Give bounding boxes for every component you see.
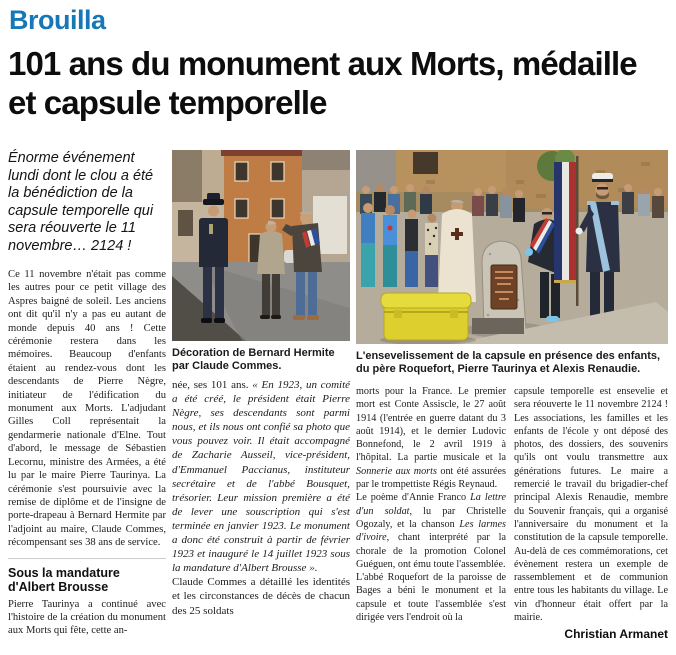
photo2-caption: L'ensevelissement de la capsule en présence des enfants, du père Roquefort, Pierre Taurinya et Alexis Renaudie. [356,350,661,375]
section-kicker: Brouilla [9,5,106,35]
text-segment: ont été assurées par le trompettiste Régis Reynaud. [356,465,506,491]
paragraph-benediction: L'abbé Roquefort de la paroisse de Bages a béni le monument et la capsule et toute l'assemblée s'est dirigée vers l'endroit où la [356,572,506,624]
paragraph-quote [172,378,350,575]
yellow-capsule-case [380,293,476,344]
author-byline: Christian Armanet [564,627,668,642]
photo1-illustration [172,150,350,341]
column-1 [8,150,166,638]
column-2 [172,378,350,618]
paragraph-poeme [356,491,506,571]
text-segment: , lu par Christelle Ogozaly, et la chanson [356,505,506,530]
text-segment-italic: Les larmes d'ivoire [356,518,506,544]
column-3 [356,385,506,624]
text-segment: morts pour la France. Le premier mort est Conte Assiscle, le 27 août 1914 (l'entrée en guerre datant du 3 août 1914), et le dernier Ludovic Bonnefond, le 2 avril 1919 à l'hôpital. La partie musicale et la [356,386,506,464]
text-segment-italic: Sonnerie aux morts [356,465,437,477]
text-segment-italic: La lettre d'un soldat [356,492,506,517]
paragraph-soldats: Claude Commes a détaillé les identités et les circonstances de décès de chacun des 25 soldats [172,576,350,617]
article-headline: 101 ans du monument aux Morts, médaille et capsule temporelle [8,45,637,121]
paragraph-intro: Ce 11 novembre n'était pas comme les autres pour ce petit village des Aspres baigné de soleil. Les anciens ont dit qu'il n'y a pas eu autant de monde depuis 40 ans ! Cette cérémonie restera dans les mémoires. Beaucoup d'enfants étaient au rendez-vous dont les descendants de Pierre Nègre, initiateur de l'édification du monument aux Morts. L'adjudant Gilles Coll représentait la gendarmerie nationale d'Elne. Tout d'abord, le message de Sébastien Lecornu, ministre des Armées, a été lu par le maire Pierre Taurinya. La cérémonie s'est poursuivie avec la remise de diplôme et de l'insigne de porte-drapeau à Bernard Hermite par l'adjoint au maire, Claude Commes, récompensant ses 38 ans de service. [8,269,166,549]
photo2-illustration [356,150,668,344]
section-divider [8,558,166,559]
paragraph-capsule: capsule temporelle est ensevelie et sera réouverte le 11 novembre 2124 ! Les associations, les familles et les enfants de l'école y ont déposé des photos, des dossiers, des souvenirs qu'ils ont voulu transmettre aux générations futures. Le maire a remercié le travail du brigadier-chef principal Alexis Renaudie, membre du Souvenir français, qui a organisé l'anniversaire du monument et la constitution de la capsule temporelle. Au-delà de ces commémorations, cet évènement restera un exemple de rassemblement et de communion entre tous les habitants du village. Le vin d'honneur était offert par la mairie. [514,386,668,624]
article-lead: Énorme événement lundi dont le clou a été la bénédiction de la capsule temporelle qui sera réouverte le 11 novembre… 2124 ! [8,150,154,254]
photo1-caption: Décoration de Bernard Hermite par Claude Commes. [172,347,335,372]
text-segment: , chant interprété par la chorale de la promotion Colonel Guéguen, ont ému toute l'assemblée. [356,532,506,570]
column-4 [514,385,668,641]
photo-capsule-burial [356,150,668,344]
text-segment: Le poème d'Annie Franco [356,492,471,504]
paragraph-mandature: Pierre Taurinya a continué avec l'histoire de la création du monument aux Morts qui fête, cette an- [8,598,166,637]
paragraph-morts [356,385,506,491]
photo-decoration-ceremony [172,150,350,341]
text-segment: née, ses 101 ans. [172,379,253,391]
priest-figure [438,200,476,302]
text-segment-quote: « En 1923, un comité a été créé, le président était Pierre Nègre, ses descendants sont parmi nous, et ils nous ont confié sa photo que vous pouvez voir. Il était accompagné de Zacharie Ausseil, vice-président, d'Emmanuel Paccianus, instituteur secrétaire et de l'abbé Bousquet, trésorier. Leur mission première a été de lever une souscription qui s'est terminée en janvier 1923. Le monument a donc été construit à partir de février 1923 et inauguré le 14 juillet 1923 sous la mandature d'Albert Brousse ». [172,379,351,575]
subheading-mandature: Sous la mandature d'Albert Brousse [8,565,120,595]
